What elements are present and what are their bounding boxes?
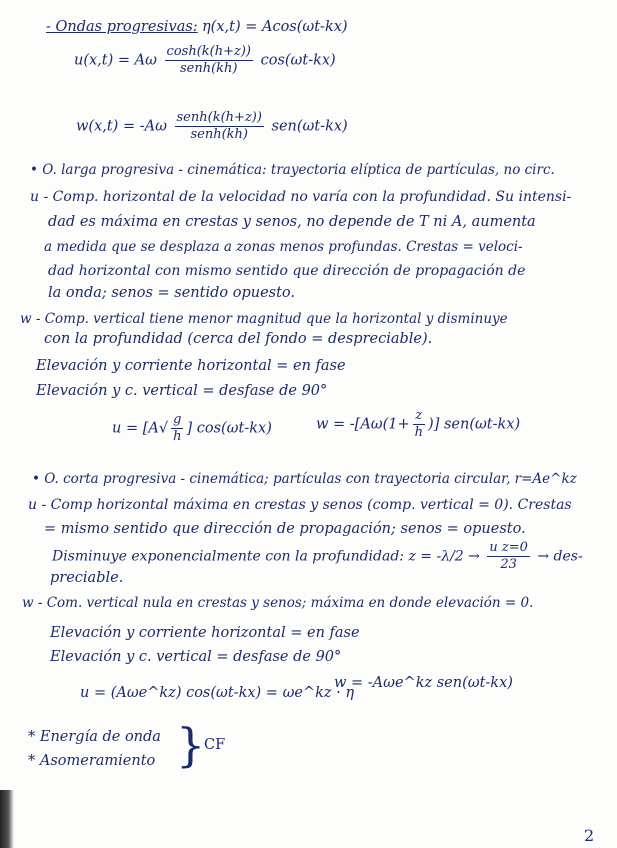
eta-equation: η(x,t) = Acos(ωt-kx) [202, 19, 348, 35]
u-equation: u(x,t) = Aω $\frac{\cosh(k(h+z))}{\text{senh(kh)}}$ cos(ωt-kx) [74, 44, 336, 76]
w-fraction: $\frac{\text{senh(k(h+z))}}{\text{senh(kh)}}$ [176, 110, 262, 142]
brace-label: CF [204, 737, 226, 753]
deep-w-formula: w = -[Aω(1+ $\frac{z}{h}$ )] sen(ωt-kx) [316, 408, 521, 440]
short-u-formula: u = (Aωe^kz) cos(ωt-kx) = ωe^kz · η [80, 685, 355, 701]
short-w-formula: w = -Aωe^kz sen(ωt-kx) [334, 675, 513, 691]
deep-line-6: la onda; senos = sentido opuesto. [48, 285, 296, 301]
scan-edge-shadow [0, 790, 14, 848]
u-fraction: $\frac{\cosh(k(h+z))}{\text{senh(kh)}}$ [166, 44, 251, 76]
section-title: - Ondas progresivas: [46, 19, 198, 35]
short-line-3: = mismo sentido que dirección de propagación; senos = opuesto. [44, 521, 526, 537]
note-shoaling: * Asomeramiento [28, 753, 156, 769]
deep-line-1: • O. larga progresiva - cinemática: trayectoria elíptica de partículas, no circ. [30, 162, 555, 178]
deep-line-10: Elevación y c. vertical = desfase de 90° [36, 383, 328, 399]
short-line-7: Elevación y corriente horizontal = en fase [50, 625, 360, 641]
deep-line-2: u - Comp. horizontal de la velocidad no varía con la profundidad. Su intensi- [30, 189, 572, 205]
short-line-6: w - Com. vertical nula en crestas y senos; máxima en donde elevación = 0. [22, 595, 534, 611]
w-equation: w(x,t) = -Aω $\frac{\text{senh(k(h+z))}}{\text{senh(kh)}}$ sen(ωt-kx) [76, 110, 348, 142]
deep-line-7: w - Comp. vertical tiene menor magnitud que la horizontal y disminuye [20, 311, 508, 327]
short-line-2: u - Comp horizontal máxima en crestas y senos (comp. vertical = 0). Crestas [28, 497, 572, 513]
page-number: 2 [584, 826, 595, 845]
deep-line-5: dad horizontal con mismo sentido que dirección de propagación de [48, 263, 526, 279]
deep-u-formula: u = [A√ $\frac{g}{h}$ ] cos(ωt-kx) [112, 412, 272, 444]
short-line-4: Disminuye exponencialmente con la profundidad: z = -λ/2 → $\frac{\text{u z=0}}{23}$ → des- [52, 540, 583, 572]
short-line-5: preciable. [50, 570, 124, 586]
deep-line-3: dad es máxima en crestas y senos, no depende de T ni A, aumenta [48, 214, 536, 230]
note-energy: * Energía de onda [28, 729, 161, 745]
deep-line-8: con la profundidad (cerca del fondo = despreciable). [44, 331, 433, 347]
short-line-8: Elevación y c. vertical = desfase de 90° [50, 649, 342, 665]
deep-line-9: Elevación y corriente horizontal = en fase [36, 358, 346, 374]
short-line-1: • O. corta progresiva - cinemática; partículas con trayectoria circular, r=Ae^kz [32, 471, 577, 487]
brace-symbol: } [176, 718, 206, 772]
deep-line-4: a medida que se desplaza a zonas menos profundas. Crestas = veloci- [44, 239, 523, 255]
